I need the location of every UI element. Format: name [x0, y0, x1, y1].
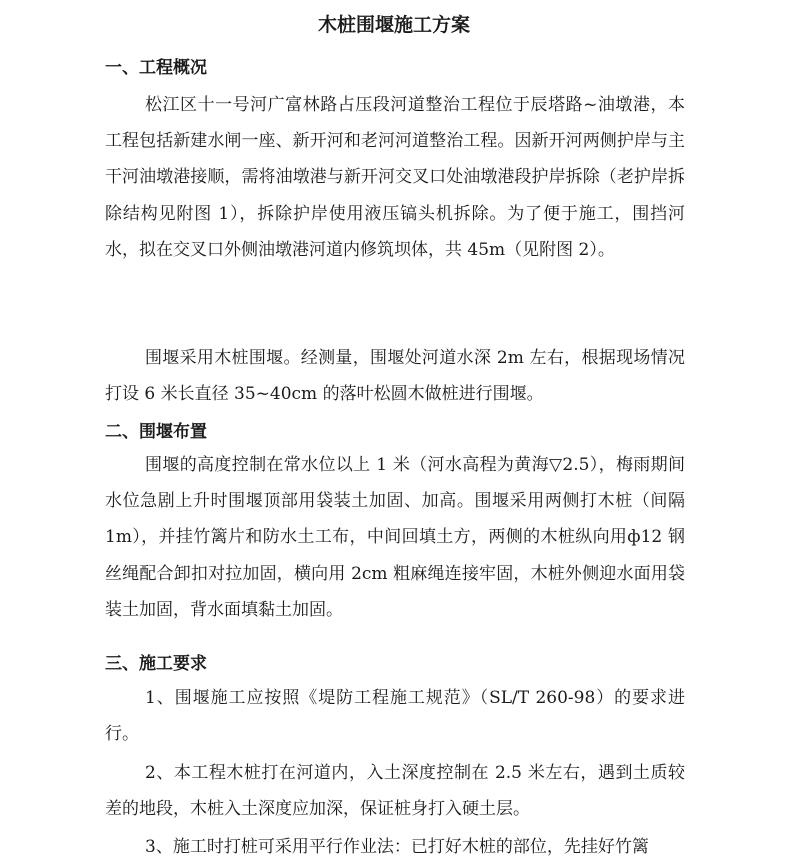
section-heading-layout: 二、围堰布置: [105, 422, 207, 442]
paragraph-requirement-2: 2、本工程木桩打在河道内，入土深度控制在 2.5 米左右，遇到土质较差的地段，木桩入土深度应加深，保证桩身打入硬土层。: [105, 763, 685, 820]
paragraph-requirement-1: 1、围堰施工应按照《堤防工程施工规范》（SL/T 260-98）的要求进行。: [105, 688, 685, 745]
paragraph-layout-1: 围堰的高度控制在常水位以上 1 米（河水高程为黄海▽2.5），梅雨期间水位急剧上升时围堰顶部用袋装土加固、加高。围堰采用两侧打木桩（间隔 1m），并挂竹篱片和防水土工布，中间回填土方，两侧的木桩纵向用ф12 钢丝绳配合卸扣对拉加固，横向用 2cm 粗麻绳连接牢固，木桩外侧迎水面用袋装土加固，背水面填黏土加固。: [105, 455, 685, 620]
paragraph-requirement-3: 3、施工时打桩可采用平行作业法：已打好木桩的部位，先挂好竹篱: [145, 837, 649, 857]
section-heading-overview: 一、工程概况: [105, 58, 207, 78]
section-heading-requirements: 三、施工要求: [105, 654, 207, 674]
paragraph-overview-1: 松江区十一号河广富林路占压段河道整治工程位于辰塔路~油墩港，本工程包括新建水闸一座、新开河和老河河道整治工程。因新开河两侧护岸与主干河油墩港接顺，需将油墩港与新开河交叉口处油墩港段护岸拆除（老护岸拆除结构见附图 1），拆除护岸使用液压镐头机拆除。为了便于施工，围挡河水，拟在交叉口外侧油墩港河道内修筑坝体，共 45m（见附图 2）。: [105, 95, 685, 260]
paragraph-overview-2: 围堰采用木桩围堰。经测量，围堰处河道水深 2m 左右，根据现场情况打设 6 米长直径 35~40cm 的落叶松圆木做桩进行围堰。: [105, 348, 685, 405]
document-title: 木桩围堰施工方案: [317, 14, 470, 36]
